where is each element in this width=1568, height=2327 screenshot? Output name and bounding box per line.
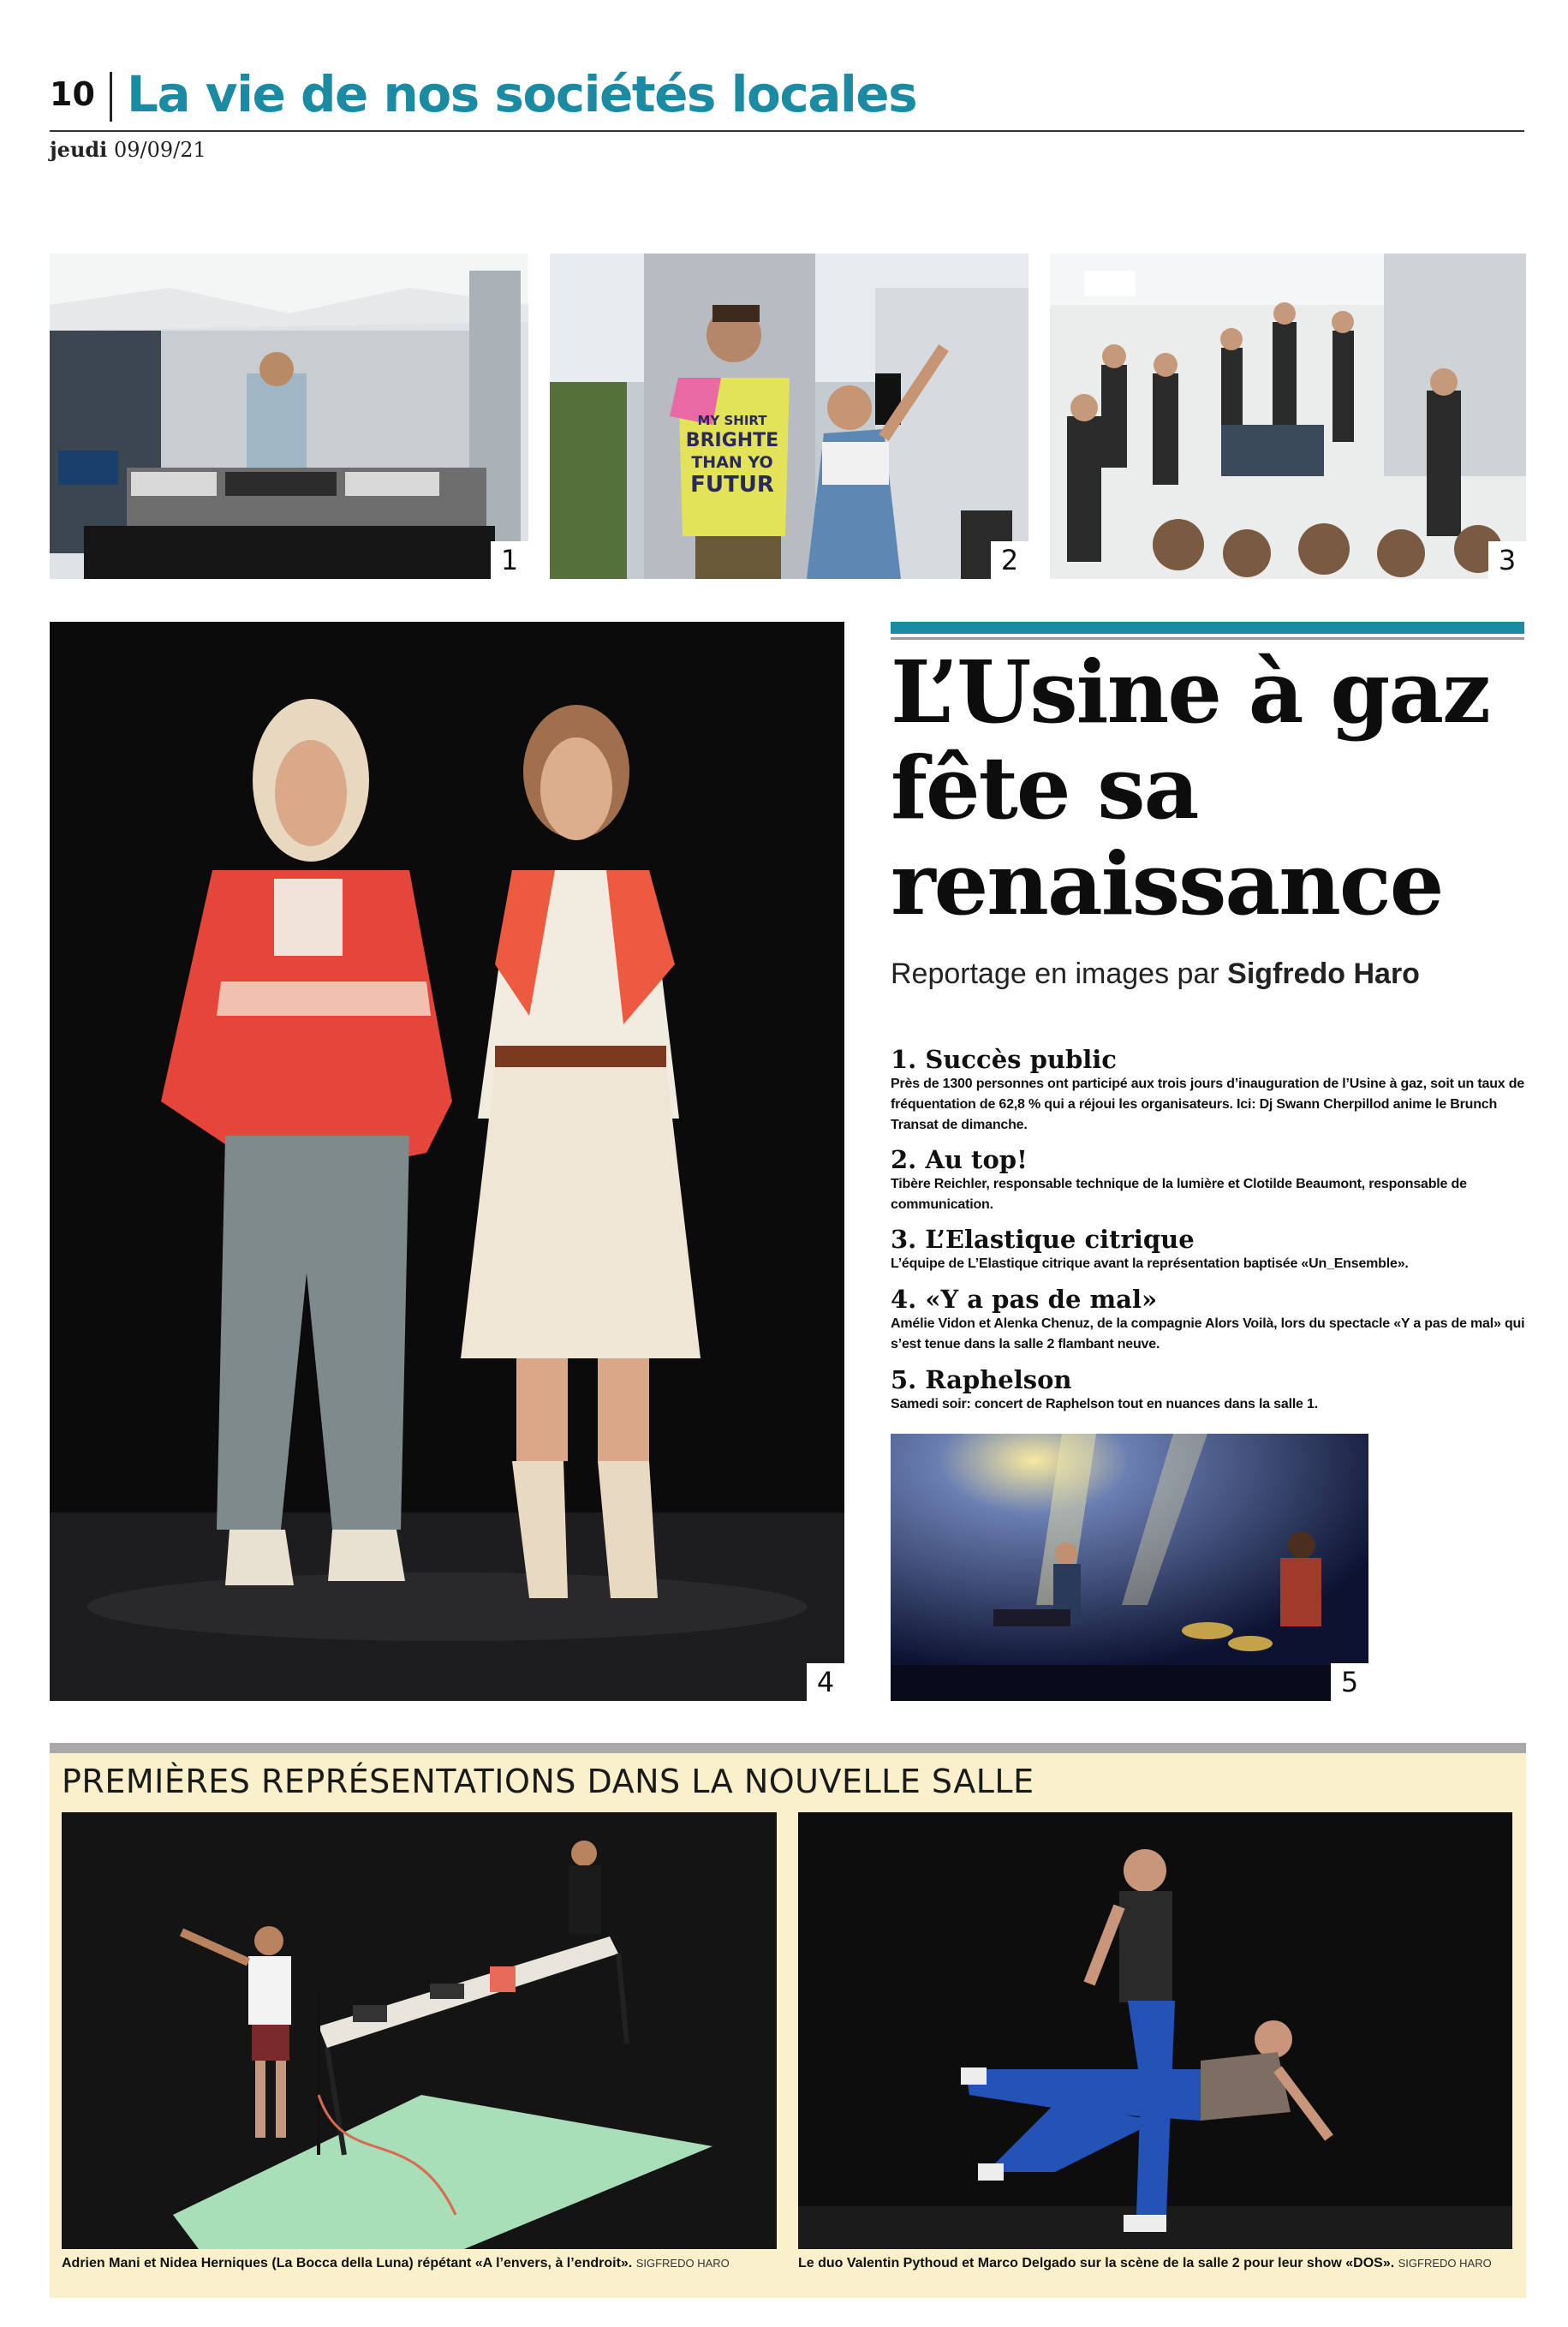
caption-body: Samedi soir: concert de Raphelson tout en nuances dans la salle 1.: [891, 1397, 1318, 1411]
box-title: PREMIÈRES REPRÉSENTATIONS DANS LA NOUVELLE SALLE: [62, 1763, 1034, 1800]
caption-body: Tibère Reichler, responsable technique de la lumière et Clotilde Beaumont, responsable de communication.: [891, 1177, 1467, 1212]
section-title: La vie de nos sociétés locales: [127, 65, 917, 123]
photo-raphelson-concert: [891, 1434, 1368, 1701]
issue-date-value: 09/09/21: [113, 138, 206, 162]
photo-dos-duo: [798, 1812, 1512, 2249]
photo-number-badge: 3: [1488, 541, 1526, 579]
caption-5: [891, 1365, 1529, 1415]
caption-heading: 3. L’Elastique citrique: [891, 1225, 1195, 1254]
header-separator: [110, 72, 112, 122]
byline-author: Sigfredo Haro: [1227, 958, 1420, 990]
page-number: 10: [50, 75, 95, 113]
caption-body: Près de 1300 personnes ont participé aux trois jours d’inauguration de l’Usine à gaz, soit un taux de fréquentation de 62,8 % qui a réjoui les organisateurs. Ici: Dj Swann Cherpillod anime le Brunch Transat de dimanche.: [891, 1077, 1524, 1132]
photo-number-badge: 5: [1331, 1663, 1368, 1701]
article-title-line: renaissance: [891, 833, 1443, 934]
header-rule: [50, 130, 1524, 132]
caption-4: [891, 1285, 1529, 1355]
photo-number-badge: 1: [491, 541, 528, 579]
caption-1: [891, 1045, 1529, 1136]
photo-dj-booth: [50, 254, 528, 579]
article-title-line: L’Usine à gaz: [891, 641, 1489, 743]
shirt-line-3: THAN YO: [691, 453, 773, 472]
article-rule-thin: [891, 637, 1524, 640]
shirt-line-1: MY SHIRT: [697, 413, 767, 428]
article-title: [891, 641, 1541, 934]
photo-bocca-della-luna: [62, 1812, 777, 2249]
shirt-line-2: BRIGHTE: [685, 430, 779, 451]
caption-body: L’équipe de L’Elastique citrique avant la représentation baptisée «Un_Ensemble».: [891, 1256, 1409, 1271]
left-photo-caption: [62, 2256, 730, 2271]
photo-number-badge: 2: [991, 541, 1028, 579]
caption-body: Amélie Vidon et Alenka Chenuz, de la compagnie Alors Voilà, lors du spectacle «Y a pas de mal» qui s’est tenue dans la salle 2 flambant neuve.: [891, 1316, 1525, 1351]
article-title-line: fête sa: [891, 737, 1198, 838]
photo-two-staff: [550, 254, 1028, 579]
photo-credit: SIGFREDO HARO: [635, 2257, 730, 2270]
issue-date: [50, 137, 206, 162]
photo-number-badge: 4: [807, 1663, 844, 1701]
article-rule: [891, 622, 1524, 634]
caption-3: [891, 1225, 1529, 1274]
caption-heading: 1. Succès public: [891, 1045, 1117, 1074]
caption-heading: 2. Au top!: [891, 1145, 1028, 1174]
shirt-print: [677, 399, 788, 528]
photo-credit: SIGFREDO HARO: [1398, 2257, 1492, 2270]
caption-text: Adrien Mani et Nidea Herniques (La Bocca della Luna) répétant «A l’envers, à l’endroit».: [62, 2256, 633, 2270]
shirt-line-4: FUTUR: [690, 472, 774, 498]
caption-2: [891, 1145, 1529, 1215]
caption-heading: 5. Raphelson: [891, 1365, 1072, 1394]
box-rule: [50, 1743, 1526, 1753]
photo-y-a-pas-de-mal: [50, 622, 844, 1701]
right-photo-caption: [798, 2256, 1492, 2271]
caption-heading: 4. «Y a pas de mal»: [891, 1285, 1158, 1314]
article-byline: [891, 958, 1420, 991]
byline-prefix: Reportage en images par: [891, 958, 1219, 990]
issue-day: jeudi: [50, 137, 108, 162]
caption-text: Le duo Valentin Pythoud et Marco Delgado sur la scène de la salle 2 pour leur show «DOS».: [798, 2256, 1395, 2270]
photo-elastique-group: [1050, 254, 1526, 579]
